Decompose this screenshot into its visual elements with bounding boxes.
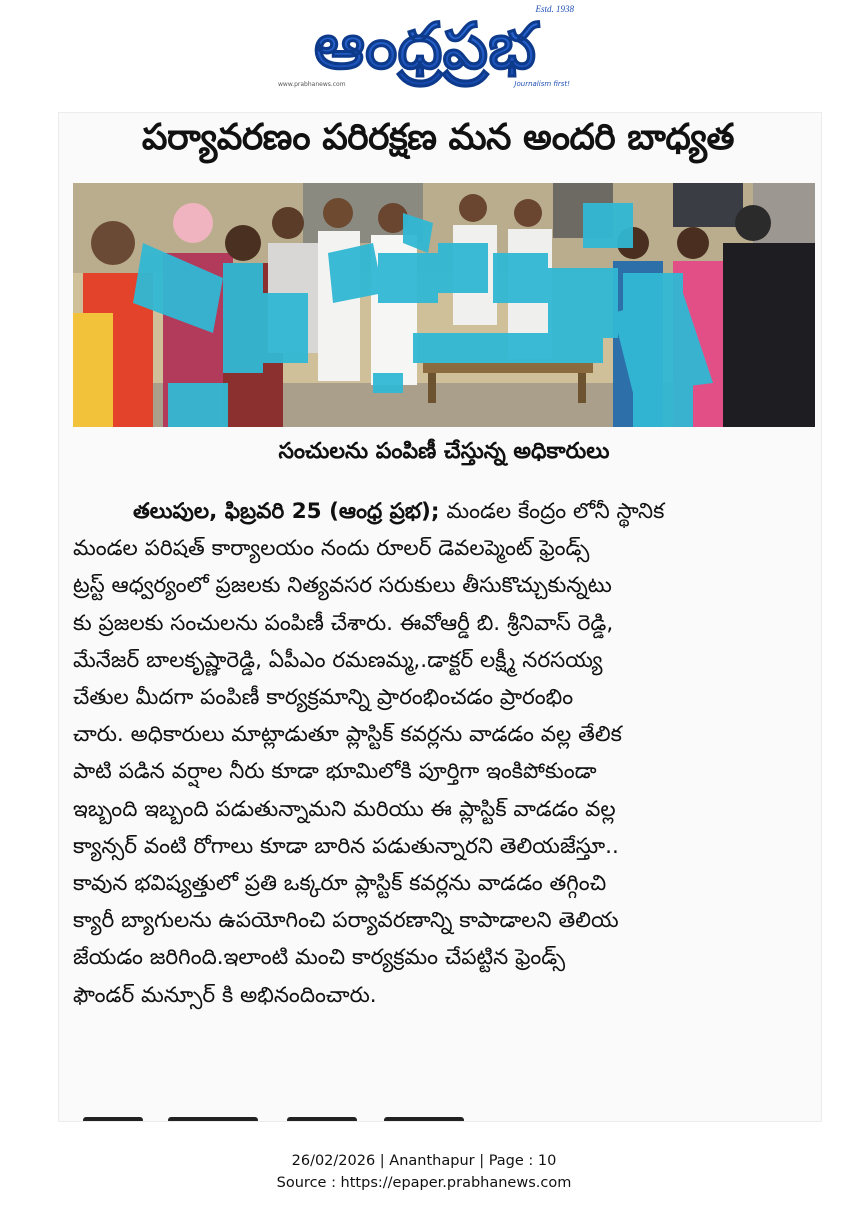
body-line-4: కు ప్రజలకు సంచులను పంపిణీ చేశారు. ఈవోఆర్డీ బి. శ్రీనివాస్ రెడ్డి, — [73, 610, 614, 636]
body-line-12: క్యారీ బ్యాగులను ఉపయోగించి పర్యావరణాన్ని కాపాడాలని తెలియ — [73, 908, 619, 934]
edition-info: 26/02/2026 | Ananthapur | Page : 10 — [291, 1153, 557, 1169]
newspaper-logo-icon — [270, 4, 580, 90]
group-photo-image — [73, 183, 815, 427]
body-line-3: ట్రస్ట్ ఆధ్వర్యంలో ప్రజలకు నిత్యవసర సరుకులు తీసుకొచ్చుకున్నటు — [73, 573, 612, 599]
article-photo — [73, 183, 815, 427]
body-line-11: కావున భవిష్యత్తులో ప్రతి ఒక్కరూ ప్లాస్టిక్ కవర్లను వాడడం తగ్గించి — [73, 871, 607, 897]
article-headline: పర్యావరణం పరిరక్షణ మన అందరి బాధ్యత — [141, 117, 735, 158]
body-line-10: క్యాన్సర్ వంటి రోగాలు కూడా బారిన పడుతున్నారని తెలియజేస్తూ.. — [73, 833, 619, 859]
body-line-1: తలుపుల, ఫిబ్రవరి 25 (ఆంధ్ర ప్రభ); మండల కేంద్రం లోనీ స్థానిక — [73, 493, 817, 530]
body-line-14: ఫౌండర్ మన్సూర్ కి అభినందించారు. — [73, 982, 377, 1008]
body-line-2: మండల పరిషత్ కార్యాలయం నందు రూలర్ డెవలప్మెంట్ ఫ్రెండ్స్ — [73, 536, 590, 562]
news-article — [58, 112, 822, 1122]
body-line-8: పాటి పడిన వర్షాల నీరు కూడా భూమిలోకి పూర్తిగా ఇంకిపోకుండా — [73, 759, 597, 785]
cut-off-text-fragment — [73, 1108, 593, 1122]
photo-caption: సంచులను పంపిణీ చేస్తున్న అధికారులు — [278, 439, 610, 464]
established-label: Estd. 1938 — [535, 4, 574, 14]
website-label: www.prabhanews.com — [278, 81, 346, 88]
tagline: Journalism first! — [514, 80, 570, 88]
page-footer — [0, 1150, 848, 1194]
dateline: తలుపుల, ఫిబ్రవరి 25 (ఆంధ్ర ప్రభ); — [133, 499, 440, 524]
body-line-7: చారు. అధికారులు మాట్లాడుతూ ప్లాస్టిక్ కవర్లను వాడడం వల్ల తేలిక — [73, 722, 622, 748]
masthead-logo[interactable] — [270, 4, 580, 90]
body-line-5: మేనేజర్ బాలకృష్ణారెడ్డి, ఏపీఎం రమణమ్మ,.డాక్టర్ లక్ష్మీ నరసయ్య — [73, 647, 603, 673]
article-body — [73, 493, 817, 1014]
body-line-6: చేతుల మీదగా పంపిణీ కార్యక్రమాన్ని ప్రారంభించడం ప్రారంభిం — [73, 685, 574, 711]
body-line-13: జేయడం జరిగింది.ఇలాంటి మంచి కార్యక్రమం చేపట్టిన ఫ్రెండ్స్ — [73, 945, 566, 971]
source-link[interactable]: Source : https://epaper.prabhanews.com — [276, 1175, 572, 1191]
body-line-9: ఇబ్బంది ఇబ్బంది పడుతున్నామని మరియు ఈ ప్లాస్టిక్ వాడడం వల్ల — [73, 796, 616, 822]
svg-text:ఆంధ్రప్రభ: ఆంధ్రప్రభ — [313, 10, 537, 84]
